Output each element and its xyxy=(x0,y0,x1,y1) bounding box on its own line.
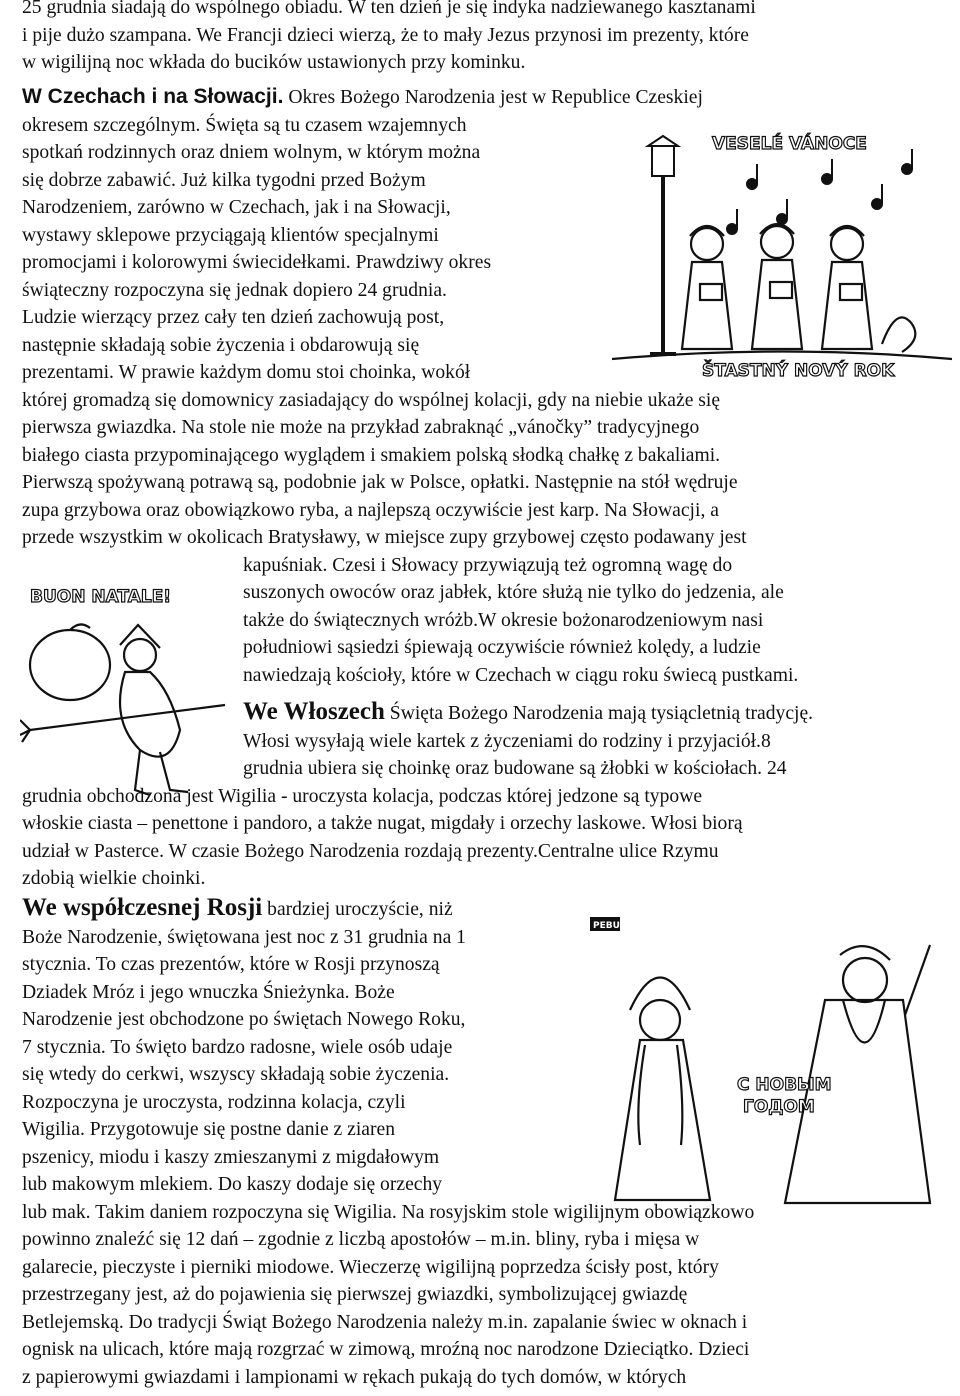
text-line: powinno znaleźć się 12 dań – zgodnie z liczbą apostołów – m.in. bliny, ryba i mięsa w xyxy=(22,1229,700,1250)
text-line: grudnia ubiera się choinkę oraz budowane są żłobki w kościołach. 24 xyxy=(243,758,787,779)
text-line: Wigilia. Przygotowuje się postne danie z ziaren xyxy=(22,1119,396,1140)
sign-buon-natale: BUON NATALE! xyxy=(30,587,172,607)
befana-drawing xyxy=(20,580,235,806)
text-line: także do świątecznych wróżb.W okresie bożonarodzeniowym nasi xyxy=(243,609,764,631)
text-line: następnie składają sobie życzenia i obdarowują się xyxy=(22,334,420,356)
text-line: białego ciasta przypominającego wyglądem i smakiem polską słodką chałkę z bakaliami. xyxy=(22,444,721,466)
text-line xyxy=(22,83,957,112)
text-line: i pije dużo szampana. We Francji dzieci wierzą, że to mały Jezus przynosi im prezenty, które xyxy=(22,24,749,46)
text-line: ognisk na ulicach, które mają rozgrzać w zimową, mroźną noc narodzone Dzieciątko. Dzieci xyxy=(22,1339,750,1360)
text-run: bardziej uroczyście, niż xyxy=(267,899,453,920)
section-heading-czech: W Czechach i na Słowacji. xyxy=(22,85,284,108)
text-line: w wigilijną noc wkłada do bucików ustawionych przy kominku. xyxy=(22,52,526,73)
text-line: której gromadzą się domownicy zasiadający do wspólnej kolacji, gdy na niebie ukaże się xyxy=(22,389,721,411)
text-line: Narodzeniem, zarówno w Czechach, jak i na Słowacji, xyxy=(22,197,451,218)
text-run: Okres Bożego Narodzenia jest w Republice Czeskiej xyxy=(288,87,703,108)
carolers-illustration xyxy=(612,124,952,386)
sign-godom: ГОДОМ xyxy=(743,1097,815,1117)
text-line: okresem szczególnym. Święta są tu czasem wzajemnych xyxy=(22,114,467,136)
text-line: Dziadek Mróz i jego wnuczka Śnieżynka. Boże xyxy=(22,981,395,1003)
text-line: wystawy sklepowe przyciągają klientów specjalnymi xyxy=(22,224,439,246)
text-line: się wtedy do cerkwi, wszyscy składają sobie życzenia. xyxy=(22,1064,450,1085)
text-line: suszonych owoców oraz jabłek, które służą nie tylko do jedzenia, ale xyxy=(243,582,784,603)
text-line: promocjami i kolorowymi świecidełkami. Prawdziwy okres xyxy=(22,252,492,273)
text-line: południowi sąsiedzi śpiewają oczywiście również kolędy, a ludzie xyxy=(243,637,761,658)
text-line: włoskie ciasta – penettone i pandoro, a także nugat, migdały i orzechy laskowe. Włosi biorą xyxy=(22,813,743,834)
text-line: Betlejemską. Do tradycji Świąt Bożego Narodzenia należy m.in. zapalanie świec w oknach i xyxy=(22,1311,748,1333)
text-line: grudnia obchodzona jest Wigilia - uroczysta kolacja, podczas której jedzone są typowe xyxy=(22,785,703,807)
sign-stastny-novy-rok: ŠTASTNÝ NOVÝ ROK xyxy=(702,361,895,381)
text-line: zdobią wielkie choinki. xyxy=(22,868,206,889)
text-line: lub mak. Takim daniem rozpoczyna się Wigilia. Na rosyjskim stole wigilijnym obowiązkowo xyxy=(22,1201,755,1223)
section-heading-russia: We współczesnej Rosji xyxy=(22,894,263,921)
text-line: Włosi wysyłają wiele kartek z życzeniami do rodziny i przyjaciół.8 xyxy=(243,730,771,752)
text-line: galarecie, pieczyste i pierniki miodowe. Wieczerzę wigilijną poprzedza ścisły post, który xyxy=(22,1256,719,1278)
text-line: stycznia. To czas prezentów, które w Rosji przynoszą xyxy=(22,954,440,975)
intro-paragraph xyxy=(22,0,952,77)
befana-illustration xyxy=(20,580,235,806)
carolers-drawing xyxy=(612,124,952,386)
text-line: prezentami. W prawie każdym domu stoi choinka, wokół xyxy=(22,362,471,383)
text-line: lub makowym mlekiem. Do kaszy dodaje się orzechy xyxy=(22,1174,443,1195)
text-line: Boże Narodzenie, świętowana jest noc z 31 grudnia na 1 xyxy=(22,926,466,948)
text-line: zupa grzybowa oraz obowiązkowo ryba, a najlepszą oczywiście jest karp. Na Słowacji, a xyxy=(22,499,719,521)
text-line: pierwsza gwiazdka. Na stole nie może na przykład zabraknąć „vánočky” tradycyjnego xyxy=(22,417,700,438)
text-line: Pierwszą spożywaną potrawą są, podobnie jak w Polsce, opłatki. Następnie na stół wędruje xyxy=(22,472,738,493)
text-line: 25 grudnia siadają do wspólnego obiadu. W ten dzień je się indyka nadziewanego kasztanami xyxy=(22,0,756,18)
logo-pepus: РЕВUS xyxy=(593,921,627,931)
text-line: Rozpoczyna je uroczysta, rodzinna kolacja, czyli xyxy=(22,1091,406,1113)
ded-moroz-drawing xyxy=(585,915,940,1205)
text-line: Narodzenie jest obchodzone po świętach Nowego Roku, xyxy=(22,1009,466,1030)
text-line: pszenicy, miodu i kaszy zmieszanymi z migdałowym xyxy=(22,1146,440,1168)
text-line: kapuśniak. Czesi i Słowacy przywiązują też ogromną wagę do xyxy=(243,554,733,576)
text-line: spotkań rodzinnych oraz dniem wolnym, w którym można xyxy=(22,142,481,163)
text-line: świąteczny rozpoczyna się jednak dopiero 24 grudnia. xyxy=(22,279,447,301)
section-heading-italy: We Włoszech xyxy=(243,698,385,725)
sign-vesele-vanoce: VESELÉ VÁNOCE xyxy=(712,134,867,154)
sign-s-novym: С НОВЫМ xyxy=(737,1075,832,1095)
text-line: 7 stycznia. To święto bardzo radosne, wiele osób udaje xyxy=(22,1036,453,1058)
text-line: przede wszystkim w okolicach Bratysławy, w miejsce zupy grzybowej często podawany jest xyxy=(22,527,747,548)
ded-moroz-illustration xyxy=(585,915,940,1205)
text-line: udział w Pasterce. W czasie Bożego Narodzenia rozdają prezenty.Centralne ulice Rzymu xyxy=(22,840,719,862)
text-line: się dobrze zabawić. Już kilka tygodni przed Bożym xyxy=(22,169,426,191)
text-line: Ludzie wierzący przez cały ten dzień zachowują post, xyxy=(22,307,445,328)
text-line: przestrzegany jest, aż do pojawienia się pierwszej gwiazdki, symbolizującej gwiazdę xyxy=(22,1284,688,1305)
text-line: z papierowymi gwiazdami i lampionami w rękach pukają do tych domów, w których xyxy=(22,1366,687,1388)
text-line: nawiedzają kościoły, które w Czechach w ciągu roku świecą pustkami. xyxy=(243,664,799,686)
text-run: Święta Bożego Narodzenia mają tysiącletnią tradycję. xyxy=(389,703,814,724)
